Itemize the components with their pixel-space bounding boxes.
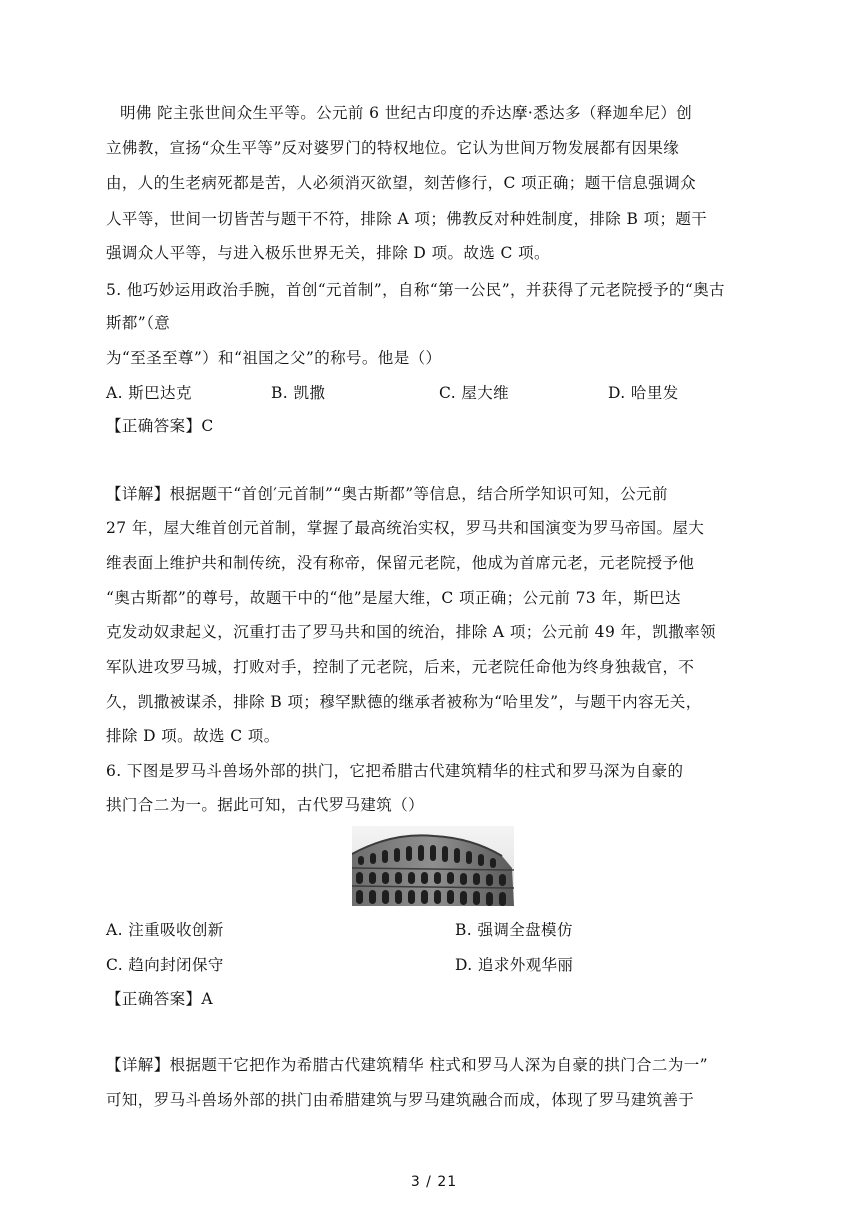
- explanation-line: 克发动奴隶起义，沉重打击了罗马共和国的统治，排除 A 项；公元前 49 年，凯撒率领: [106, 623, 716, 641]
- option-c: C. 趋向封闭保守: [106, 956, 224, 974]
- question-5-stem: 斯都”（意: [106, 314, 171, 332]
- answer-explanation-line: 人平等，世间一切皆苦与题干不符，排除 A 项；佛教反对种姓制度，排除 B 项；题干: [106, 210, 708, 228]
- explanation-line: 久，凯撒被谋杀，排除 B 项；穆罕默德的继承者被称为“哈里发”，与题干内容无关，: [106, 693, 702, 711]
- question-6-stem: 拱门合二为一。据此可知，古代罗马建筑（）: [106, 796, 425, 814]
- explanation-line: 【详解】根据题干它把作为希腊古代建筑精华 柱式和罗马人深为自豪的拱门合二为一”: [106, 1056, 708, 1074]
- option-d: D. 哈里发: [608, 384, 679, 402]
- answer-explanation-line: 立佛教，宣扬“众生平等”反对婆罗门的特权地位。它认为世间万物发展都有因果缘: [106, 139, 680, 157]
- option-a: A. 注重吸收创新: [106, 921, 224, 939]
- explanation-line: 可知，罗马斗兽场外部的拱门由希腊建筑与罗马建筑融合而成，体现了罗马建筑善于: [106, 1091, 695, 1109]
- answer-explanation-line: 强调众人平等，与进入极乐世界无关，排除 D 项。故选 C 项。: [106, 244, 550, 262]
- option-a: A. 斯巴达克: [106, 384, 192, 402]
- correct-answer: 【正确答案】A: [106, 990, 213, 1008]
- explanation-line: “奥古斯都”的尊号，故题干中的“他”是屋大维，C 项正确；公元前 73 年，斯巴达: [106, 589, 681, 607]
- option-b: B. 强调全盘模仿: [455, 921, 573, 939]
- explanation-line: 军队进攻罗马城，打败对手，控制了元老院，后来，元老院任命他为终身独裁官，不: [106, 658, 695, 676]
- question-6-stem: 6. 下图是罗马斗兽场外部的拱门，它把希腊古代建筑精华的柱式和罗马深为自豪的: [106, 762, 684, 780]
- option-c: C. 屋大维: [439, 384, 510, 402]
- question-5-stem: 5. 他巧妙运用政治手腕，首创“元首制”，自称“第一公民”，并获得了元老院授予的“奥古: [106, 281, 726, 299]
- answer-explanation-line: 明佛 陀主张世间众生平等。公元前 6 世纪古印度的乔达摩·悉达多（释迦牟尼）创: [120, 104, 693, 122]
- answer-explanation-line: 由，人的生老病死都是苦，人必须消灭欲望，刻苦修行，C 项正确；题干信息强调众: [106, 174, 696, 192]
- correct-answer: 【正确答案】C: [106, 417, 214, 435]
- page-number: 3 / 21: [410, 1174, 458, 1190]
- explanation-line: 【详解】根据题干“首创′元首制”“奥古斯都”等信息，结合所学知识可知，公元前: [106, 485, 668, 503]
- option-b: B. 凯撒: [271, 384, 326, 402]
- question-5-stem: 为“至圣至尊”）和“祖国之父”的称号。他是（）: [106, 349, 442, 367]
- explanation-line: 维表面上维护共和制传统，没有称帝，保留元老院，他成为首席元老，元老院授予他: [106, 554, 695, 572]
- explanation-line: 排除 D 项。故选 C 项。: [106, 727, 280, 745]
- explanation-line: 27 年，屋大维首创元首制，掌握了最高统治实权，罗马共和国演变为罗马帝国。屋大: [106, 519, 705, 537]
- colosseum-photo: [352, 826, 514, 906]
- option-d: D. 追求外观华丽: [455, 956, 574, 974]
